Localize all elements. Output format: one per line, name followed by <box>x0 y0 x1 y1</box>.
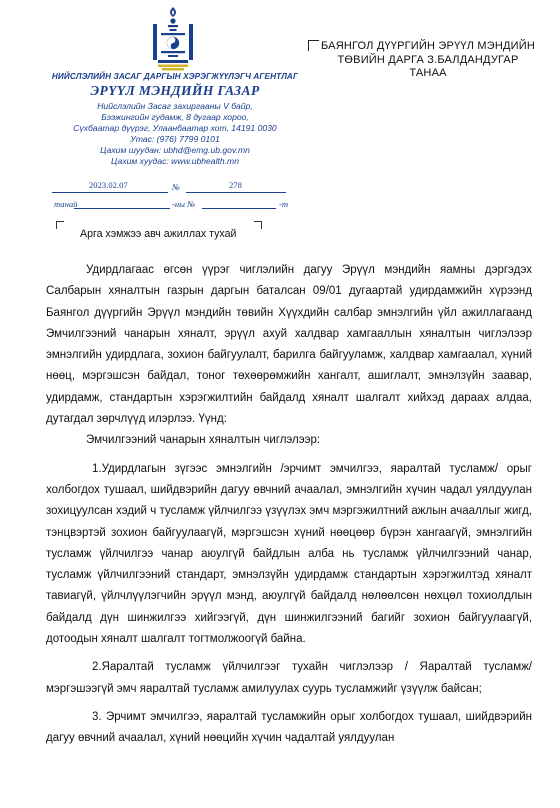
your-ref-end: -т <box>279 199 289 209</box>
website-line: Цахим хуудас: www.ubhealth.mn <box>111 156 239 166</box>
date-underline <box>52 192 168 193</box>
mongolian-emblem-icon <box>150 6 196 72</box>
body-paragraph: 2.Яаралтай тусламж үйлчилгээг тухайн чиглэлээр / Яаралтай тусламж/ мэргэшээгүй эмч яаралтай тусламж амилуулах суурь тусламжийг үзүүлж байсан; <box>46 661 532 695</box>
body-paragraph: 3. Эрчимт эмчилгээ, яаралтай тусламжийн орыг холбогдох тушаал, шийдвэрийн дагуу өвчний ачаалал, хүний нөөцийн хүчин чадалтай уялдуулан <box>46 710 532 745</box>
letter-number: 278 <box>229 180 242 190</box>
your-ref-mid: -ны № <box>172 199 196 209</box>
phone-line: Утас: (976) 7799 0101 <box>130 134 220 144</box>
address-line: Нийслэлийн Засаг захиргааны V байр, <box>97 101 253 111</box>
subject-bracket-right <box>254 221 262 229</box>
letter-date: 2023.02.07 <box>89 180 128 190</box>
organization-name: ЭРҮҮЛ МЭНДИЙН ГАЗАР <box>90 83 260 98</box>
your-ref-underline <box>74 208 170 209</box>
your-ref-label: танай <box>54 199 78 209</box>
body-paragraph: 1.Удирдлагын зүгээс эмнэлгийн /эрчимт эмчилгээ, яаралтай тусламж/ орыг холбогдох тушаал, шийдвэрийн дагуу өвчний ачаалал, эмнэлгийн хүчин чадал уялдуулан зохицуулсан хэдий ч тусламж үйлчилгээ үзүүлэх эмч мэргэжилтний ажлын ачааллыг жигд, тэнцвэртэй зохион байгуулаагүй, мэргэшсэн хүний нөөцөөр бүрэн хангаагүй, эмнэлгийн тусламж үйлчилгээ чанар аюулгүй байдлын алба нь тусламж үйлчилгээний чанар, тусламж үйлчилгээний стандарт, эмнэлзүйн удирдамж стандартын хэрэгжилтэд хяналт тавиагүй, үйлчлүүлэгчийн эрүүл мэнд, аюулгүй байдалд нөлөөлсөн нөхцөл тохиолдлын байдалд дүн шинжилгээ хийгээгүй, дүн шинжилгээний багийг зохион байгуулаагүй, дотоодын хяналт шалгалт тогтмолжоогүй байна. <box>46 462 532 646</box>
organization-subtitle: НИЙСЛЭЛИЙН ЗАСАГ ДАРГЫН ХЭРЭГЖҮҮЛЭГЧ АГЕНТЛАГ <box>51 72 299 81</box>
letter-body <box>46 260 532 750</box>
letter-subject: Арга хэмжээ авч ажиллах тухай <box>80 228 237 240</box>
address-line: Сүхбаатар дүүрэг, Улаанбаатар хот, 14191 0030 <box>73 123 277 133</box>
recipient-line: БАЯНГОЛ ДҮҮРГИЙН ЭРҮҮЛ МЭНДИЙН <box>320 40 535 52</box>
email-line: Цахим шуудан: ubhd@emg.ub.gov.mn <box>100 145 250 155</box>
number-label: № <box>172 182 181 192</box>
recipient-line: ТАНАА <box>409 67 447 80</box>
number-underline <box>186 192 286 193</box>
section-heading: Эмчилгээний чанарын хяналтын чиглэлээр: <box>86 434 321 447</box>
recipient-line: ТӨВИЙН ДАРГА З.БАЛДАНДУГАР <box>337 53 519 66</box>
subject-bracket-left <box>56 221 64 229</box>
your-ref-number-underline <box>202 208 276 209</box>
address-line: Бээжингийн гудамж, 8 дугаар хороо, <box>101 112 249 122</box>
body-paragraph: Удирдлагаас өгсөн үүрэг чиглэлийн дагуу Эрүүл мэндийн яамны дэргэдэх Салбарын хяналтын газрын даргын баталсан 09/01 дугаартай удирдамжийн хүрээнд Баянгол дүүргийн Эрүүл мэндийн төвийн Хүүхдийн салбар эмнэлгийн үйл ажиллагаанд Эмчилгээний чанарын хяналт, эрүүл ахуй халдвар хамгааллын хяналтын чиглэлээр эмнэлгийн удирдлага, зохион байгуулалт, барилга байгууламж, халдвар хамгаалал, хүний нөөц, мэргэшсэн байдал, тоног төхөөрөмжийн хангалт, ашиглалт, эмнэлзүйн заавар, удирдамж, стандартын хэрэгжилтийн байдалд хяналт шалгалт хийхэд дараах алдаа, дутагдал зөрчлүүд илэрлээ. Үүнд: <box>46 264 532 426</box>
recipient-block <box>308 40 548 81</box>
